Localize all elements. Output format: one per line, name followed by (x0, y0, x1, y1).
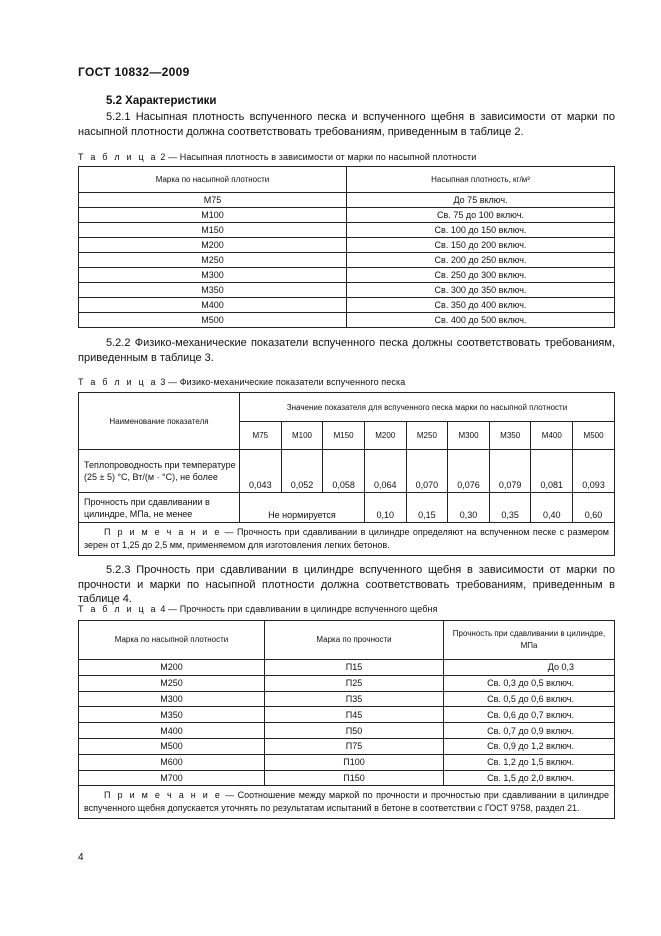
table-cell: М350 (79, 707, 265, 723)
table-note-row (79, 786, 615, 819)
table-cell: Св. 0,6 до 0,7 включ. (444, 707, 615, 723)
table-3 (78, 392, 615, 556)
grade-header-cell: М100 (281, 422, 323, 450)
table-cell: До 75 включ. (347, 193, 615, 208)
table-cell: Св. 1,2 до 1,5 включ. (444, 754, 615, 770)
table-row (79, 738, 615, 754)
paragraph-text: 5.2.1 Насыпная плотность вспученного песка и вспученного щебня в зависимости от марки по насыпной плотности должна соответствовать требованиям, приведенным в таблице 2. (78, 111, 615, 138)
table-row (79, 707, 615, 723)
table-cell: М150 (79, 223, 347, 238)
table-cell: До 0,3 (444, 660, 615, 676)
grade-header-cell: М350 (489, 422, 531, 450)
table-row (79, 268, 615, 283)
table-row (79, 450, 615, 493)
table-cell: П25 (265, 675, 444, 691)
grade-header-cell: М200 (364, 422, 406, 450)
note-text: — Соотношение между маркой по прочности и прочностью при сдавливании в цилиндре вспученного щебня допускается уточнять по результатам испытаний в бетоне в соответствии с ГОСТ 9758, раздел 21. (84, 790, 609, 814)
table-cell: Не нормируется (240, 493, 365, 523)
table-cell: М300 (79, 691, 265, 707)
caption-label: Т а б л и ц а (78, 152, 158, 162)
table-cell: М250 (79, 675, 265, 691)
table-row (79, 253, 615, 268)
table-cell: Св. 200 до 250 включ. (347, 253, 615, 268)
paragraph-5-2-2 (78, 336, 615, 365)
table-cell: П50 (265, 723, 444, 739)
note-label: П р и м е ч а н и е (104, 790, 222, 801)
table-cell: 0,093 (573, 450, 615, 493)
table-cell: Св. 75 до 100 включ. (347, 208, 615, 223)
caption-label: Т а б л и ц а (78, 604, 158, 614)
table-header-cell: Марка по насыпной плотности (79, 621, 265, 660)
table-cell: 0,081 (531, 450, 573, 493)
table-cell: Св. 0,9 до 1,2 включ. (444, 738, 615, 754)
paragraph-text: 5.2.2 Физико-механические показатели вспученного песка должны соответствовать требованиям, приведенным в таблице 3. (78, 337, 615, 364)
paragraph-5-2-1 (78, 110, 615, 139)
row-label: Прочность при сдавливании в цилиндре, МПа, не менее (79, 493, 240, 523)
table-cell: М100 (79, 208, 347, 223)
table-cell: Св. 100 до 150 включ. (347, 223, 615, 238)
table-row (79, 193, 615, 208)
caption-text: 4 — Прочность при сдавливании в цилиндре вспученного щебня (160, 604, 438, 614)
table-header-row (79, 621, 615, 660)
grade-header-cell: М150 (323, 422, 365, 450)
table-cell: П100 (265, 754, 444, 770)
grade-header-cell: М300 (448, 422, 490, 450)
table-cell: Св. 150 до 200 включ. (347, 238, 615, 253)
table-row (79, 298, 615, 313)
table-cell: 0,35 (489, 493, 531, 523)
table-cell: Св. 300 до 350 включ. (347, 283, 615, 298)
caption-text: 2 — Насыпная плотность в зависимости от марки по насыпной плотности (160, 152, 477, 162)
table-cell: М75 (79, 193, 347, 208)
table-cell: 0,079 (489, 450, 531, 493)
table-row (79, 691, 615, 707)
table-row (79, 770, 615, 786)
grade-header-cell: М400 (531, 422, 573, 450)
table-cell: 0,070 (406, 450, 448, 493)
table-row (79, 283, 615, 298)
table-cell: П45 (265, 707, 444, 723)
table-cell: М400 (79, 723, 265, 739)
table-cell: М300 (79, 268, 347, 283)
document-header: ГОСТ 10832—2009 (78, 65, 190, 79)
table-cell: 0,058 (323, 450, 365, 493)
table-note-row (79, 523, 615, 556)
table-4 (78, 620, 615, 819)
paragraph-5-2-3 (78, 563, 615, 607)
table-cell: Св. 1,5 до 2,0 включ. (444, 770, 615, 786)
page-number: 4 (78, 852, 84, 863)
grade-header-cell: М250 (406, 422, 448, 450)
table-cell: П15 (265, 660, 444, 676)
table-cell: М250 (79, 253, 347, 268)
table-note (79, 523, 615, 556)
table-cell: М700 (79, 770, 265, 786)
table-cell: 0,064 (364, 450, 406, 493)
table-row (79, 723, 615, 739)
table-cell: Св. 350 до 400 включ. (347, 298, 615, 313)
table-2 (78, 166, 615, 328)
table-cell: П150 (265, 770, 444, 786)
table-cell: М350 (79, 283, 347, 298)
grade-header-cell: М75 (240, 422, 282, 450)
table-row (79, 493, 615, 523)
section-title: 5.2 Характеристики (106, 95, 217, 107)
table-header-row (79, 393, 615, 422)
table-header-cell: Марка по прочности (265, 621, 444, 660)
table-cell: 0,043 (240, 450, 282, 493)
table-header-cell: Марка по насыпной плотности (79, 167, 347, 193)
table-body (79, 660, 615, 786)
table-header-cell: Значение показателя для вспученного песка марки по насыпной плотности (240, 393, 615, 422)
table-header-cell: Насыпная плотность, кг/м³ (347, 167, 615, 193)
table-cell: Св. 400 до 500 включ. (347, 313, 615, 328)
table-cell: М500 (79, 313, 347, 328)
table3-caption (78, 377, 405, 387)
table-row (79, 754, 615, 770)
table-cell: Св. 0,7 до 0,9 включ. (444, 723, 615, 739)
table-row (79, 223, 615, 238)
table-cell: М500 (79, 738, 265, 754)
table-cell: М400 (79, 298, 347, 313)
row-label: Теплопроводность при температуре (25 ± 5) °С, Вт/(м · °С), не более (79, 450, 240, 493)
table-cell: М200 (79, 660, 265, 676)
table-cell: 0,15 (406, 493, 448, 523)
note-text: — Прочность при сдавливании в цилиндре определяют на вспученном песке с размером зерен от 1,25 до 2,5 мм, применяемом для изготовления легких бетонов. (84, 527, 609, 550)
table-row (79, 675, 615, 691)
table2-caption (78, 152, 476, 162)
caption-text: 3 — Физико-механические показатели вспученного песка (160, 377, 406, 387)
table-header-cell: Наименование показателя (79, 393, 240, 450)
table-cell: 0,30 (448, 493, 490, 523)
table-row (79, 238, 615, 253)
table-cell: М600 (79, 754, 265, 770)
table-cell: П75 (265, 738, 444, 754)
table-cell: М200 (79, 238, 347, 253)
note-label: П р и м е ч а н и е (104, 527, 222, 537)
caption-label: Т а б л и ц а (78, 377, 158, 387)
table-cell: П35 (265, 691, 444, 707)
table-header-row (79, 167, 615, 193)
table-header-cell: Прочность при сдавливании в цилиндре, МПа (444, 621, 615, 660)
table-cell: 0,40 (531, 493, 573, 523)
table-cell: 0,60 (573, 493, 615, 523)
table-cell: 0,076 (448, 450, 490, 493)
table-note (79, 786, 615, 819)
table-cell: Св. 0,3 до 0,5 включ. (444, 675, 615, 691)
table-cell: Св. 0,5 до 0,6 включ. (444, 691, 615, 707)
table-row (79, 313, 615, 328)
grade-header-cell: М500 (573, 422, 615, 450)
table-row (79, 660, 615, 676)
table4-caption (78, 604, 438, 614)
paragraph-text: 5.2.3 Прочность при сдавливании в цилиндре вспученного щебня в зависимости от марки по прочности и марки по насыпной плотности должна соответствовать требованиям, приведенным в таблице 4. (78, 564, 615, 605)
table-cell: 0,052 (281, 450, 323, 493)
table-cell: Св. 250 до 300 включ. (347, 268, 615, 283)
table-cell: 0,10 (364, 493, 406, 523)
table-row (79, 208, 615, 223)
table-body (79, 193, 615, 328)
